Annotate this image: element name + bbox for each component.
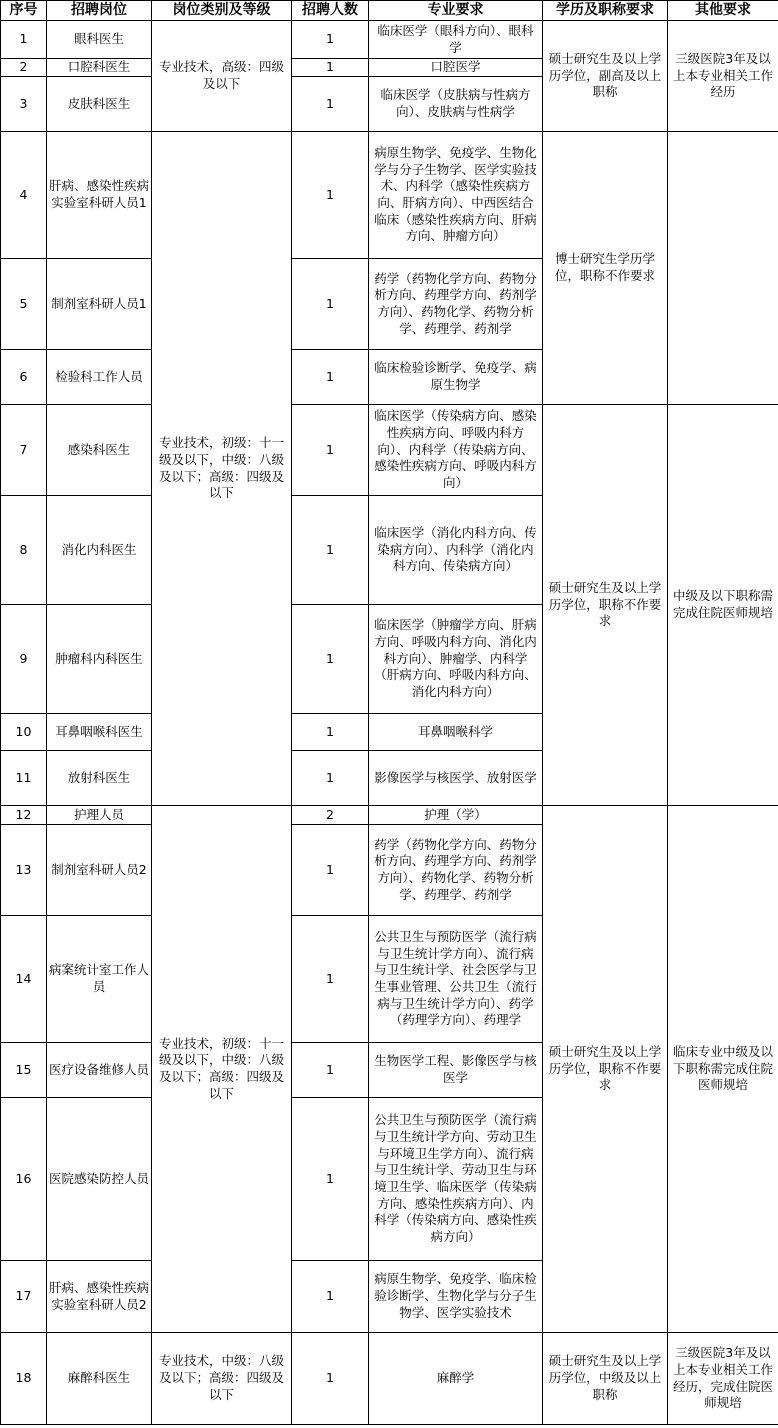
row-count: 1 [292, 77, 369, 132]
row-post: 放射科医生 [47, 751, 152, 806]
row-major: 公共卫生与预防医学（流行病与卫生统计学方向、劳动卫生与环境卫生学方向）、流行病与卫生统计学、劳动卫生与环境卫生学、临床医学（传染病方向、感染性疾病方向）、内科学（传染病方向、感染性疾病方向） [369, 1098, 543, 1261]
header-post: 招聘岗位 [47, 1, 152, 21]
row-no: 14 [1, 916, 47, 1043]
table-row [1, 21, 778, 59]
row-major: 临床检验诊断学、免疫学、病原生物学 [369, 350, 543, 405]
row-post: 制剂室科研人员1 [47, 259, 152, 350]
row-no: 15 [1, 1043, 47, 1098]
row-post: 病案统计室工作人员 [47, 916, 152, 1043]
row-major: 药学（药物化学方向、药物分析方向、药理学方向、药剂学方向）、药物化学、药物分析学、药理学、药剂学 [369, 259, 543, 350]
table-row [1, 806, 778, 825]
row-major: 影像医学与核医学、放射医学 [369, 751, 543, 806]
row-count: 1 [292, 1333, 369, 1425]
row-no: 17 [1, 1261, 47, 1333]
row-major: 麻醉学 [369, 1333, 543, 1425]
row-major: 病原生物学、免疫学、生物化学与分子生物学、医学实验技术、内科学（感染性疾病方向、肝病方向）、中西医结合临床（感染性疾病方向、肝病方向、肿瘤方向） [369, 132, 543, 259]
row-no: 16 [1, 1098, 47, 1261]
row-major: 临床医学（肿瘤学方向、肝病方向、呼吸内科方向、消化内科方向）、肿瘤学、内科学（肝病方向、呼吸内科方向、消化内科方向） [369, 605, 543, 714]
table-row [1, 405, 778, 496]
category-general-a: 专业技术，初级：十一级及以下，中级：八级及以下；高级：四级及以下 [152, 132, 292, 806]
row-count: 2 [292, 806, 369, 825]
header-count: 招聘人数 [292, 1, 369, 21]
row-no: 7 [1, 405, 47, 496]
row-no: 11 [1, 751, 47, 806]
row-post: 耳鼻咽喉科医生 [47, 714, 152, 751]
row-count: 1 [292, 916, 369, 1043]
other-residency: 中级及以下职称需完成住院医师规培 [668, 405, 778, 806]
row-count: 1 [292, 132, 369, 259]
row-post: 医院感染防控人员 [47, 1098, 152, 1261]
row-no: 4 [1, 132, 47, 259]
row-no: 5 [1, 259, 47, 350]
row-no: 2 [1, 59, 47, 77]
row-major: 耳鼻咽喉科学 [369, 714, 543, 751]
row-count: 1 [292, 825, 369, 916]
other-anesthesia: 三级医院3年及以上本专业相关工作经历，完成住院医师规培 [668, 1333, 778, 1425]
row-post: 肿瘤科内科医生 [47, 605, 152, 714]
row-count: 1 [292, 1043, 369, 1098]
header-category: 岗位类别及等级 [152, 1, 292, 21]
row-no: 3 [1, 77, 47, 132]
row-post: 皮肤科医生 [47, 77, 152, 132]
row-count: 1 [292, 605, 369, 714]
row-no: 6 [1, 350, 47, 405]
row-no: 8 [1, 496, 47, 605]
row-count: 1 [292, 350, 369, 405]
other-blank [668, 132, 778, 405]
row-count: 1 [292, 259, 369, 350]
row-major: 生物医学工程、影像医学与核医学 [369, 1043, 543, 1098]
row-no: 1 [1, 21, 47, 59]
row-post: 医疗设备维修人员 [47, 1043, 152, 1098]
row-post: 肝病、感染性疾病实验室科研人员2 [47, 1261, 152, 1333]
row-no: 9 [1, 605, 47, 714]
row-post: 感染科医生 [47, 405, 152, 496]
other-senior: 三级医院3年及以上本专业相关工作经历 [668, 21, 778, 132]
education-master-b: 硕士研究生及以上学历学位，职称不作要求 [543, 806, 668, 1333]
row-major: 公共卫生与预防医学（流行病与卫生统计学方向）、流行病与卫生统计学、社会医学与卫生事业管理、公共卫生（流行病与卫生统计学方向）、药学（药理学方向）、药理学 [369, 916, 543, 1043]
row-major: 临床医学（皮肤病与性病方向）、皮肤病与性病学 [369, 77, 543, 132]
row-post: 眼科医生 [47, 21, 152, 59]
row-major: 口腔医学 [369, 59, 543, 77]
header-no: 序号 [1, 1, 47, 21]
row-major: 护理（学） [369, 806, 543, 825]
education-anesthesia: 硕士研究生及以上学历学位，中级及以上职称 [543, 1333, 668, 1425]
row-no: 10 [1, 714, 47, 751]
header-other: 其他要求 [668, 1, 778, 21]
other-clinical: 临床专业中级及以下职称需完成住院医师规培 [668, 806, 778, 1333]
row-no: 12 [1, 806, 47, 825]
row-count: 1 [292, 714, 369, 751]
education-senior: 硕士研究生及以上学历学位，副高及以上职称 [543, 21, 668, 132]
row-post: 护理人员 [47, 806, 152, 825]
education-doctor: 博士研究生学历学位，职称不作要求 [543, 132, 668, 405]
row-no: 13 [1, 825, 47, 916]
header-major: 专业要求 [369, 1, 543, 21]
row-no: 18 [1, 1333, 47, 1425]
row-count: 1 [292, 496, 369, 605]
row-post: 检验科工作人员 [47, 350, 152, 405]
education-master-a: 硕士研究生及以上学历学位，职称不作要求 [543, 405, 668, 806]
row-post: 麻醉科医生 [47, 1333, 152, 1425]
table-row [1, 132, 778, 259]
row-count: 1 [292, 59, 369, 77]
row-major: 药学（药物化学方向、药物分析方向、药理学方向、药剂学方向）、药物化学、药物分析学、药理学、药剂学 [369, 825, 543, 916]
category-general-b: 专业技术，初级：十一级及以下，中级：八级及以下；高级：四级及以下 [152, 806, 292, 1333]
header-education: 学历及职称要求 [543, 1, 668, 21]
row-post: 口腔科医生 [47, 59, 152, 77]
row-post: 制剂室科研人员2 [47, 825, 152, 916]
row-post: 消化内科医生 [47, 496, 152, 605]
table-row [1, 1333, 778, 1425]
category-anesthesia: 专业技术，中级：八级及以下；高级：四级及以下 [152, 1333, 292, 1425]
row-count: 1 [292, 751, 369, 806]
row-major: 临床医学（消化内科方向、传染病方向）、内科学（消化内科方向、传染病方向） [369, 496, 543, 605]
row-post: 肝病、感染性疾病实验室科研人员1 [47, 132, 152, 259]
row-count: 1 [292, 1261, 369, 1333]
row-major: 临床医学（眼科方向）、眼科学 [369, 21, 543, 59]
row-count: 1 [292, 21, 369, 59]
row-count: 1 [292, 1098, 369, 1261]
row-major: 病原生物学、免疫学、临床检验诊断学、生物化学与分子生物学、医学实验技术 [369, 1261, 543, 1333]
row-count: 1 [292, 405, 369, 496]
header-row [1, 1, 778, 21]
category-senior: 专业技术，高级：四级及以下 [152, 21, 292, 132]
row-major: 临床医学（传染病方向、感染性疾病方向、呼吸内科方向）、内科学（传染病方向、感染性疾病方向、呼吸内科方向） [369, 405, 543, 496]
